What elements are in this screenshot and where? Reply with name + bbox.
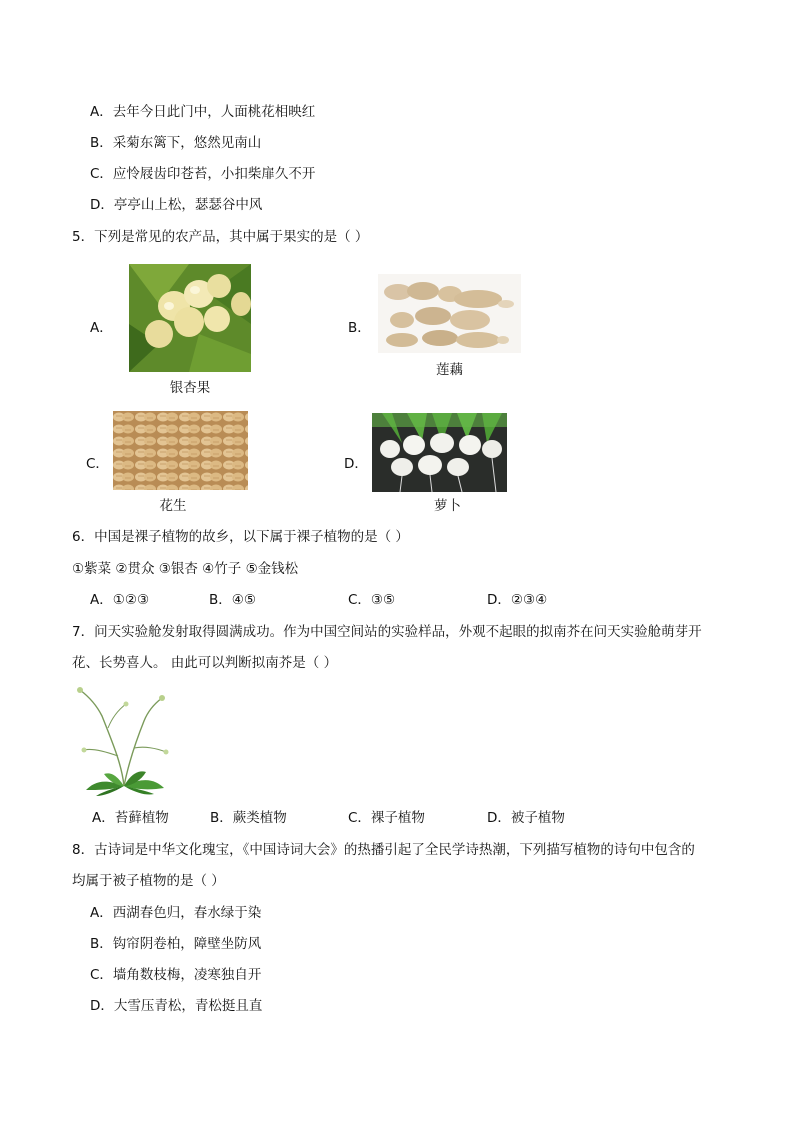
arabidopsis-image: [74, 686, 174, 798]
q4-option-d: D．亭亭山上松，瑟瑟谷中风: [90, 197, 263, 213]
q4-option-b: B．采菊东篱下，悠然见南山: [90, 135, 262, 151]
q6-option-d: D．②③④: [487, 592, 548, 608]
peanut-image: [113, 411, 248, 490]
q8-option-b: B．钩帘阴卷柏，障壁坐防风: [90, 936, 262, 952]
q7-option-b: B．蕨类植物: [210, 810, 287, 826]
q7-stem-line1: 7．问天实验舱发射取得圆满成功。作为中国空间站的实验样品，外观不起眼的拟南芥在问天实验舱萌芽开: [72, 624, 702, 640]
q5-caption-ginkgo: 银杏果: [169, 380, 211, 396]
q6-option-b: B．④⑤: [209, 592, 256, 608]
q7-option-a: A．苔藓植物: [92, 810, 169, 826]
q5-option-a-letter: A．: [90, 320, 113, 336]
q6-stem: 6．中国是裸子植物的故乡，以下属于裸子植物的是（ ）: [72, 529, 409, 545]
q5-option-b-letter: B．: [348, 320, 371, 336]
q5-caption-peanut: 花生: [159, 498, 187, 514]
q5-option-d-letter: D．: [344, 456, 368, 472]
q7-option-c: C．裸子植物: [348, 810, 425, 826]
q8-stem-line2: 均属于被子植物的是（ ）: [72, 873, 225, 889]
q8-option-d: D．大雪压青松，青松挺且直: [90, 998, 263, 1014]
q6-option-a: A．①②③: [90, 592, 150, 608]
q4-option-a: A．去年今日此门中，人面桃花相映红: [90, 104, 316, 120]
q8-option-a: A．西湖春色归，春水绿于染: [90, 905, 262, 921]
q8-option-c: C．墙角数枝梅，凌寒独自开: [90, 967, 262, 983]
q6-option-c: C．③⑤: [348, 592, 396, 608]
q5-stem: 5．下列是常见的农产品，其中属于果实的是（ ）: [72, 229, 369, 245]
q5-option-c-letter: C．: [86, 456, 109, 472]
q5-caption-lotus-root: 莲藕: [436, 362, 463, 378]
q8-stem-line1: 8．古诗词是中华文化瑰宝，《中国诗词大会》的热播引起了全民学诗热潮，下列描写植物的诗句中包含的: [72, 842, 695, 858]
q7-stem-line2: 花、长势喜人。 由此可以判断拟南芥是（ ）: [72, 655, 338, 671]
lotus-root-image: [378, 274, 521, 353]
q4-option-c: C．应怜屐齿印苍苔，小扣柴扉久不开: [90, 166, 316, 182]
q7-option-d: D．被子植物: [487, 810, 565, 826]
q5-caption-radish: 萝卜: [434, 498, 461, 514]
q6-items: ①紫菜 ②贯众 ③银杏 ④竹子 ⑤金钱松: [72, 561, 299, 577]
radish-image: [372, 413, 507, 492]
ginkgo-fruit-image: [129, 264, 251, 372]
